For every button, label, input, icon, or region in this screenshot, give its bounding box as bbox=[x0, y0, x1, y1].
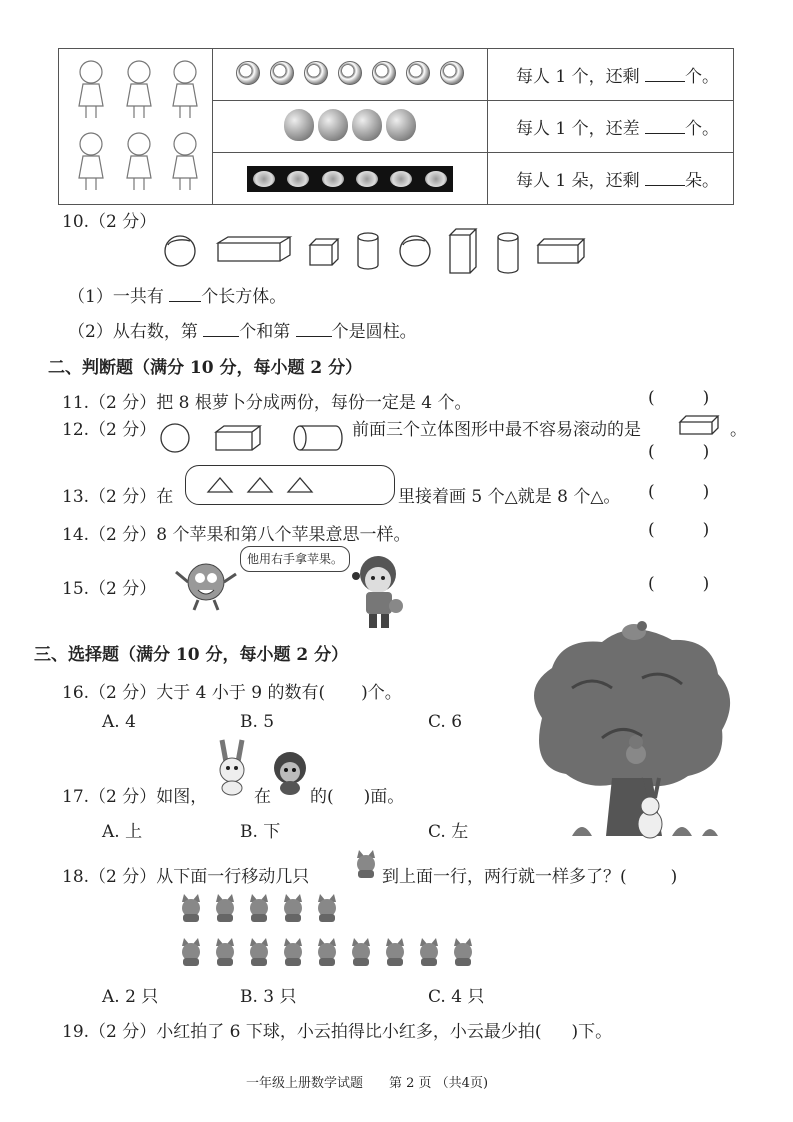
soccer-ball-icon bbox=[304, 61, 328, 85]
question-10-sub2: （2）从右数，第 个和第 个是圆柱。 bbox=[68, 322, 417, 342]
flower-icon bbox=[322, 171, 344, 187]
q18-option-b[interactable]: B. 3 只 bbox=[240, 987, 297, 1007]
soccer-balls-cell bbox=[213, 49, 488, 101]
question-13-head: 13.（2 分）在 bbox=[62, 487, 174, 507]
q17-text-end: 的( )面。 bbox=[310, 787, 405, 807]
soccer-ball-icon bbox=[270, 61, 294, 85]
q18-option-a[interactable]: A. 2 只 bbox=[102, 987, 159, 1007]
question-15-head: 15.（2 分） bbox=[62, 579, 157, 599]
apple-icon bbox=[284, 109, 314, 141]
answer-parens[interactable]: ( ) bbox=[648, 388, 710, 408]
question-10-sub1: （1）一共有 个长方体。 bbox=[68, 287, 287, 307]
apple-icon bbox=[352, 109, 382, 141]
answer-blank[interactable] bbox=[645, 65, 685, 82]
q17-option-c[interactable]: C. 左 bbox=[428, 822, 469, 842]
section-2-title: 二、判断题（满分 10 分，每小题 2 分） bbox=[48, 358, 363, 378]
solid-shapes-row bbox=[160, 225, 590, 275]
girls-illustration bbox=[59, 50, 212, 200]
cuboid-icon bbox=[678, 412, 722, 436]
ball-character-icon bbox=[172, 552, 242, 612]
page-footer: 一年级上册数学试题 第 2 页 （共4页) bbox=[246, 1076, 489, 1091]
question-12-head: 12.（2 分） bbox=[62, 420, 157, 440]
q16-option-b[interactable]: B. 5 bbox=[240, 712, 275, 732]
cats-bottom-row bbox=[176, 938, 476, 972]
question-10-head: 10.（2 分） bbox=[62, 212, 157, 232]
sphere-icon bbox=[165, 236, 195, 266]
squirrel-icon bbox=[270, 744, 310, 796]
sphere-icon bbox=[400, 236, 430, 266]
question-16: 16.（2 分）大于 4 小于 9 的数有( )个。 bbox=[62, 683, 402, 703]
q17-option-b[interactable]: B. 下 bbox=[240, 822, 281, 842]
rabbit-icon bbox=[212, 738, 252, 796]
apple-icon bbox=[318, 109, 348, 141]
flowers-strip bbox=[247, 166, 453, 192]
flowers-cell bbox=[213, 153, 488, 205]
flower-icon bbox=[425, 171, 447, 187]
answer-blank[interactable] bbox=[296, 320, 332, 337]
question-11: 11.（2 分）把 8 根萝卜分成两份，每份一定是 4 个。 bbox=[62, 393, 472, 413]
soccer-ball-icon bbox=[236, 61, 260, 85]
question-18-head: 18.（2 分）从下面一行移动几只 bbox=[62, 867, 310, 887]
cylinder-lying-icon bbox=[294, 426, 342, 450]
flower-icon bbox=[356, 171, 378, 187]
soccer-ball-icon bbox=[372, 61, 396, 85]
cylinder-icon bbox=[498, 233, 518, 273]
q18-option-c[interactable]: C. 4 只 bbox=[428, 987, 485, 1007]
boy-with-apple-icon bbox=[344, 548, 410, 632]
q17-text-zai: 在 bbox=[254, 787, 271, 807]
answer-blank[interactable] bbox=[169, 285, 201, 302]
cats-top-row bbox=[176, 894, 346, 928]
soccer-ball-icon bbox=[338, 61, 362, 85]
flower-icon bbox=[287, 171, 309, 187]
q17-option-a[interactable]: A. 上 bbox=[102, 822, 143, 842]
speech-bubble: 他用右手拿苹果。 bbox=[240, 546, 350, 572]
tree-illustration bbox=[512, 618, 740, 848]
flower-icon bbox=[390, 171, 412, 187]
section-3-title: 三、选择题（满分 10 分，每小题 2 分） bbox=[34, 645, 349, 665]
answer-parens[interactable]: ( ) bbox=[648, 574, 710, 594]
table-row-text: 每人 1 朵，还剩 朵。 bbox=[488, 153, 734, 205]
cuboid-icon bbox=[218, 237, 290, 261]
cylinder-icon bbox=[358, 233, 378, 269]
question-14: 14.（2 分）8 个苹果和第八个苹果意思一样。 bbox=[62, 525, 411, 545]
q12-end: 。 bbox=[730, 420, 747, 440]
table-row-text: 每人 1 个，还差 个。 bbox=[488, 101, 734, 153]
sphere-icon bbox=[161, 424, 189, 452]
q16-option-a[interactable]: A. 4 bbox=[102, 712, 136, 732]
flower-icon bbox=[253, 171, 275, 187]
answer-parens[interactable]: ( ) bbox=[648, 482, 710, 502]
soccer-ball-icon bbox=[440, 61, 464, 85]
soccer-ball-icon bbox=[406, 61, 430, 85]
cuboid-icon bbox=[538, 239, 584, 263]
question-19: 19.（2 分）小红拍了 6 下球，小云拍得比小红多，小云最少拍( )下。 bbox=[62, 1022, 613, 1042]
answer-blank[interactable] bbox=[645, 169, 685, 186]
question-13-text: 里接着画 5 个△就是 8 个△。 bbox=[398, 487, 621, 507]
answer-parens[interactable]: ( ) bbox=[648, 442, 710, 462]
apple-icon bbox=[386, 109, 416, 141]
girls-image-cell bbox=[59, 49, 213, 205]
answer-blank[interactable] bbox=[645, 117, 685, 134]
cube-icon bbox=[310, 239, 338, 265]
answer-parens[interactable]: ( ) bbox=[648, 520, 710, 540]
matching-table bbox=[58, 48, 734, 205]
triangles bbox=[186, 466, 394, 504]
cuboid-tall-icon bbox=[450, 229, 476, 273]
cuboid-icon bbox=[216, 426, 260, 450]
question-12-text: 前面三个立体图形中最不容易滚动的是 bbox=[352, 420, 641, 440]
apples-cell bbox=[213, 101, 488, 153]
triangle-box bbox=[185, 465, 395, 505]
q16-option-c[interactable]: C. 6 bbox=[428, 712, 463, 732]
cat-icon bbox=[353, 850, 379, 878]
q12-shapes bbox=[160, 418, 350, 458]
answer-blank[interactable] bbox=[203, 320, 239, 337]
table-row-text: 每人 1 个，还剩 个。 bbox=[488, 49, 734, 101]
question-18-text: 到上面一行，两行就一样多了？( ) bbox=[382, 867, 678, 887]
question-17: 17.（2 分）如图， bbox=[62, 787, 208, 807]
